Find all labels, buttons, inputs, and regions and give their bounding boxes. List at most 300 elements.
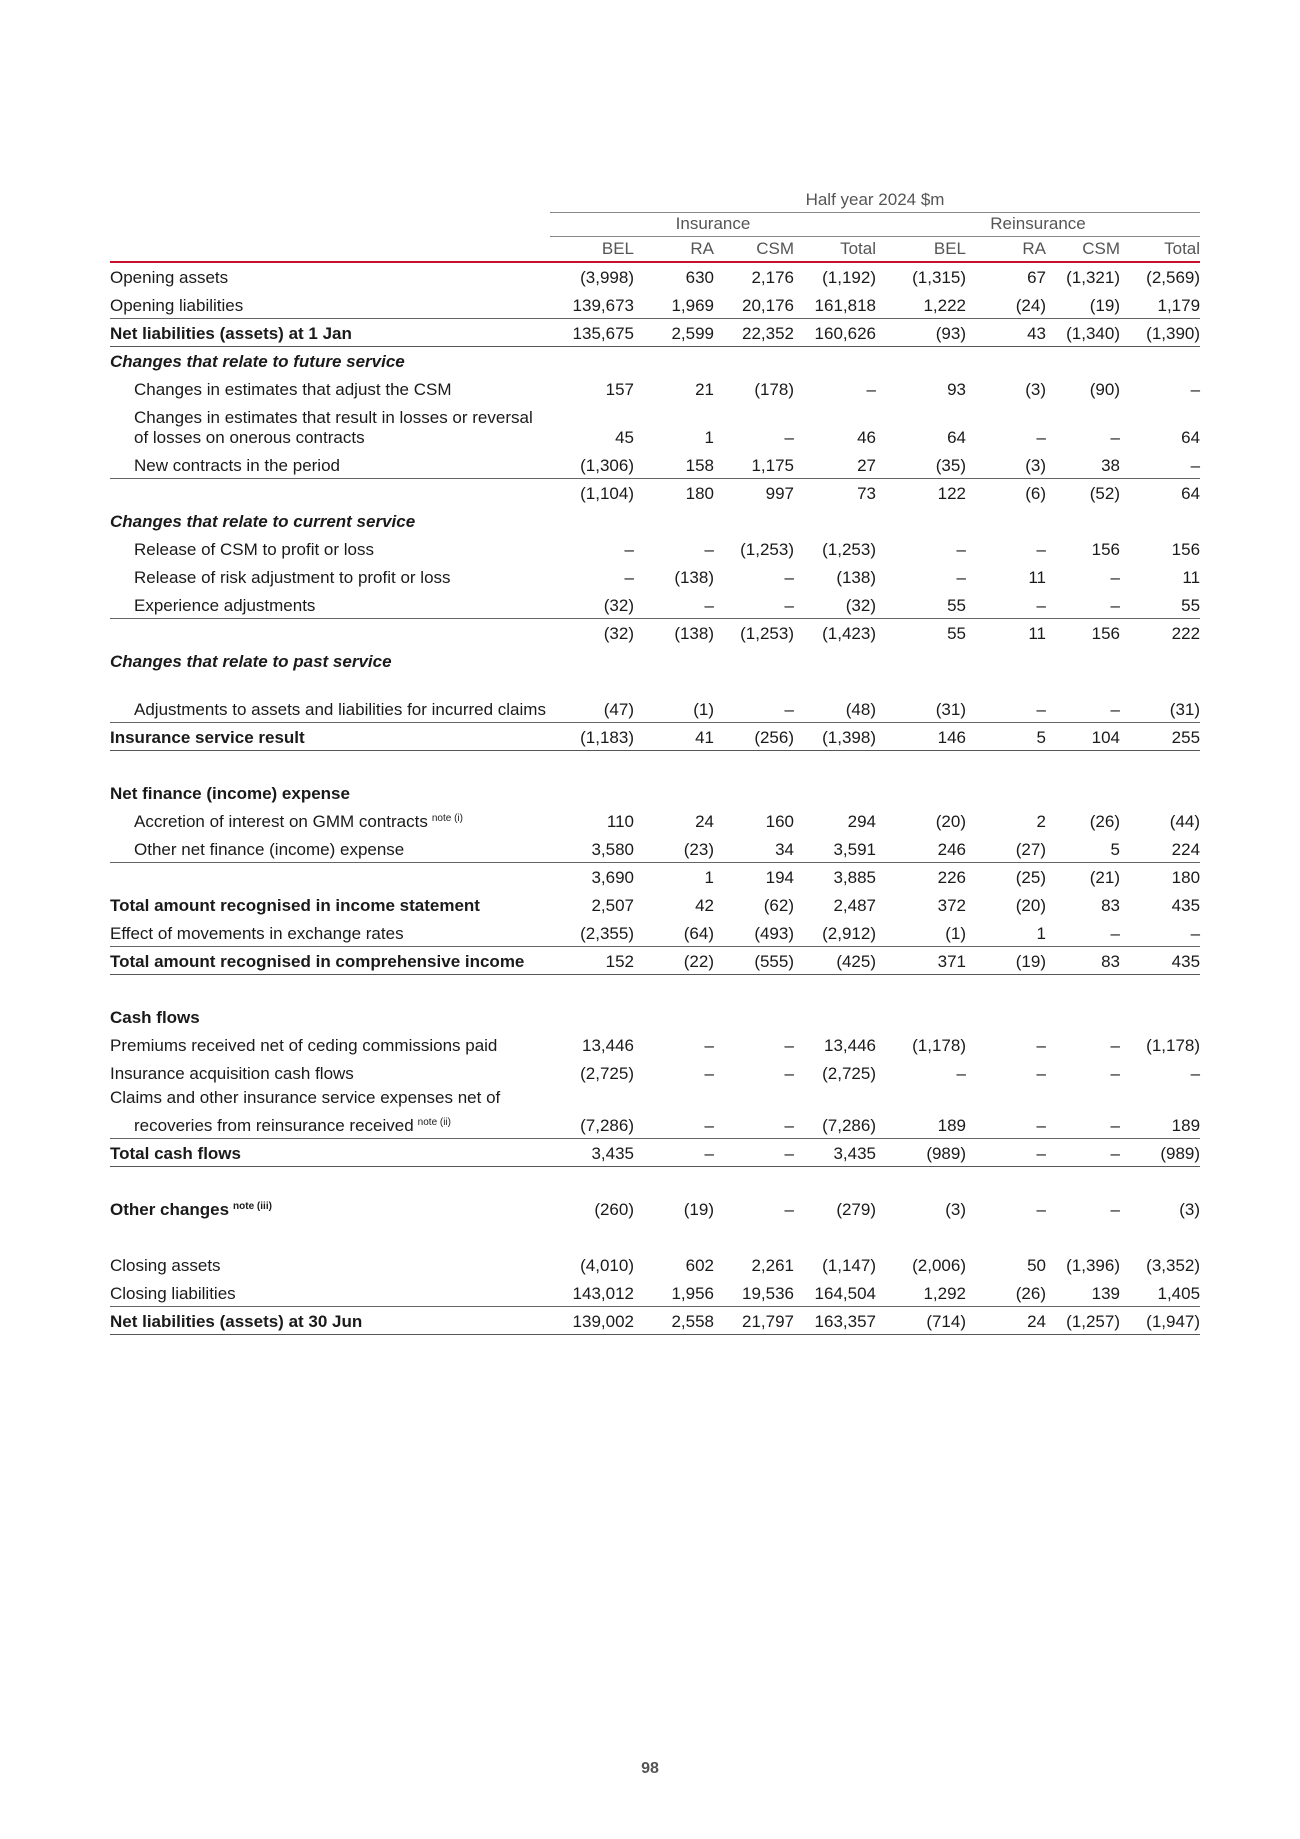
table-row-label xyxy=(110,1086,1200,1110)
table-cell: 24 xyxy=(966,1306,1046,1334)
table-cell: 45 xyxy=(615,428,634,447)
table-cell: 3,435 xyxy=(794,1138,876,1166)
table-cell: (1,321) xyxy=(1066,268,1120,287)
table-cell: 11 xyxy=(1028,568,1046,587)
table-cell: (1,253) xyxy=(822,540,876,559)
table-cell: (138) xyxy=(634,618,714,646)
row-label xyxy=(110,1086,1200,1110)
table-cell: 34 xyxy=(775,839,794,859)
table-cell: (90) xyxy=(1089,380,1120,399)
table-cell: – xyxy=(1110,699,1120,719)
table-cell: (1,178) xyxy=(912,1036,966,1055)
table-cell: 104 xyxy=(1046,722,1120,750)
table-row xyxy=(110,1058,1200,1086)
col-header-total: Total xyxy=(794,236,876,262)
table-cell: 997 xyxy=(714,478,794,506)
table-cell: (2,725) xyxy=(822,1064,876,1083)
table-cell: (178) xyxy=(754,380,794,399)
table-cell: (1,147) xyxy=(822,1256,876,1275)
row-label xyxy=(110,918,550,946)
table-cell: 55 xyxy=(1181,595,1201,615)
table-cell: 157 xyxy=(605,380,634,399)
table-cell: – xyxy=(784,1200,794,1219)
table-cell: 135,675 xyxy=(550,318,634,346)
table-cell: (1,423) xyxy=(794,618,876,646)
row-label xyxy=(110,1250,550,1278)
table-cell: (32) xyxy=(845,595,876,615)
table-row xyxy=(110,534,1200,562)
table-cell: 222 xyxy=(1120,618,1200,646)
col-header-re-bel: BEL xyxy=(876,236,966,262)
table-cell: (1,253) xyxy=(714,618,794,646)
subtotal-row xyxy=(110,862,1200,890)
table-cell: 19,536 xyxy=(742,1283,794,1303)
table-cell: 189 xyxy=(1171,1115,1201,1135)
row-label-text: Premiums received net of ceding commissions paid xyxy=(110,1036,498,1055)
table-cell: 21 xyxy=(695,380,714,399)
col-header-ra: RA xyxy=(634,236,714,262)
table-cell: – xyxy=(704,540,714,559)
table-cell: (19) xyxy=(1089,295,1120,315)
table-cell: 226 xyxy=(876,862,966,890)
row-label xyxy=(110,834,550,862)
row-label-text: Changes in estimates that result in losses or reversal of losses on onerous contracts xyxy=(134,408,533,447)
table-cell: 3,591 xyxy=(833,839,876,859)
table-cell: – xyxy=(956,568,966,587)
table-row xyxy=(110,402,1200,450)
table-cell: – xyxy=(784,1115,794,1135)
table-cell: – xyxy=(1110,595,1120,615)
table-cell: (1,315) xyxy=(912,268,966,287)
row-label-text: Total amount recognised in comprehensive income xyxy=(110,951,525,971)
table-cell: 1 xyxy=(634,862,714,890)
row-label xyxy=(110,346,1200,374)
table-row xyxy=(110,1138,1200,1166)
row-label-text: Insurance acquisition cash flows xyxy=(110,1064,354,1083)
row-label xyxy=(110,1306,550,1334)
table-cell: 2,507 xyxy=(591,896,634,915)
table-cell: 224 xyxy=(1171,839,1201,859)
col-header-re-total: Total xyxy=(1120,236,1200,262)
table-cell: 13,446 xyxy=(824,1036,876,1055)
table-cell: 2,176 xyxy=(751,268,794,287)
table-cell: 156 xyxy=(1091,540,1120,559)
table-row xyxy=(110,318,1200,346)
subtotal-row xyxy=(110,478,1200,506)
table-cell: 73 xyxy=(794,478,876,506)
table-cell: 372 xyxy=(937,896,966,915)
table-cell: (1,192) xyxy=(822,268,876,287)
table-cell: 161,818 xyxy=(814,295,876,315)
insurance-contract-movements-table xyxy=(110,188,1200,1335)
table-cell: 50 xyxy=(1027,1256,1046,1275)
table-cell: – xyxy=(866,380,876,399)
table-cell: 46 xyxy=(857,428,876,447)
footnote-marker: note (ii) xyxy=(417,1116,452,1128)
row-label-text: recoveries from reinsurance received xyxy=(134,1115,414,1135)
table-cell: 2 xyxy=(1036,812,1046,831)
row-label xyxy=(110,618,550,646)
table-row xyxy=(110,722,1200,750)
row-label xyxy=(110,1138,550,1166)
section-heading xyxy=(110,1002,1200,1030)
row-label-text: Changes in estimates that adjust the CSM xyxy=(134,380,452,399)
table-cell: 246 xyxy=(937,839,966,859)
table-cell: (138) xyxy=(836,568,876,587)
table-cell: – xyxy=(784,428,794,447)
row-label xyxy=(110,890,550,918)
table-cell: 1,969 xyxy=(671,295,714,315)
row-label xyxy=(110,590,550,618)
row-label-text: Closing liabilities xyxy=(110,1283,236,1303)
table-cell: (2,006) xyxy=(912,1256,966,1275)
row-label-text: Net liabilities (assets) at 30 Jun xyxy=(110,1311,363,1331)
table-row xyxy=(110,1110,1200,1138)
col-header-csm: CSM xyxy=(714,236,794,262)
table-cell: – xyxy=(1036,595,1046,615)
table-cell: (93) xyxy=(876,318,966,346)
row-label xyxy=(110,450,550,478)
table-cell: (2,355) xyxy=(580,923,634,943)
row-label xyxy=(110,478,550,506)
table-cell: (279) xyxy=(836,1200,876,1219)
table-cell: (20) xyxy=(935,812,966,831)
table-row xyxy=(110,946,1200,974)
table-cell: – xyxy=(966,1138,1046,1166)
table-cell: – xyxy=(634,1138,714,1166)
row-label-text: Insurance service result xyxy=(110,727,305,747)
table-cell: 1,179 xyxy=(1157,295,1201,315)
table-cell: (32) xyxy=(550,618,634,646)
table-cell: 5 xyxy=(966,722,1046,750)
row-label-text: Release of risk adjustment to profit or loss xyxy=(134,568,451,587)
table-cell: – xyxy=(714,1138,794,1166)
table-cell: (26) xyxy=(1015,1283,1046,1303)
row-label-text: Accretion of interest on GMM contracts xyxy=(134,812,428,831)
table-cell: (138) xyxy=(674,568,714,587)
table-cell: (22) xyxy=(634,946,714,974)
table-cell: (4,010) xyxy=(580,1256,634,1275)
table-row xyxy=(110,590,1200,618)
row-label-text: Net finance (income) expense xyxy=(110,784,350,803)
table-cell: (1) xyxy=(693,699,714,719)
table-cell: – xyxy=(1110,1200,1120,1219)
row-label xyxy=(110,534,550,562)
table-cell: 3,885 xyxy=(794,862,876,890)
table-cell: 55 xyxy=(876,618,966,646)
table-cell: (19) xyxy=(966,946,1046,974)
row-label xyxy=(110,646,1200,674)
table-cell: (714) xyxy=(876,1306,966,1334)
table-cell: (1,398) xyxy=(794,722,876,750)
table-cell: (19) xyxy=(683,1200,714,1219)
table-cell: (1,340) xyxy=(1046,318,1120,346)
table-cell: (3) xyxy=(1025,455,1046,475)
table-cell: 20,176 xyxy=(742,295,794,315)
table-cell: (3,352) xyxy=(1146,1256,1201,1275)
section-heading xyxy=(110,346,1200,374)
table-cell: 83 xyxy=(1101,896,1120,915)
row-label xyxy=(110,562,550,590)
table-cell: 139 xyxy=(1091,1283,1120,1303)
row-label-text: Opening assets xyxy=(110,268,229,287)
row-label-text: Opening liabilities xyxy=(110,295,244,315)
table-row xyxy=(110,918,1200,946)
table-cell: 158 xyxy=(685,455,714,475)
table-cell: 156 xyxy=(1171,540,1201,559)
table-row xyxy=(110,450,1200,478)
table-cell: (2,725) xyxy=(580,1064,634,1083)
table-cell: 180 xyxy=(634,478,714,506)
table-cell: 602 xyxy=(685,1256,714,1275)
table-cell: (35) xyxy=(935,455,966,475)
reinsurance-group-header: Reinsurance xyxy=(876,212,1200,236)
table-cell: 64 xyxy=(1120,478,1200,506)
row-label-text: Net liabilities (assets) at 1 Jan xyxy=(110,323,352,343)
row-label xyxy=(110,1058,550,1086)
table-row xyxy=(110,834,1200,862)
row-label-text: Other net finance (income) expense xyxy=(134,839,405,859)
table-cell: 143,012 xyxy=(572,1283,634,1303)
table-cell: (20) xyxy=(1015,896,1046,915)
table-cell: 160,626 xyxy=(794,318,876,346)
table-cell: 64 xyxy=(1181,428,1201,447)
table-cell: 11 xyxy=(1182,568,1201,587)
row-label xyxy=(110,402,550,450)
table-cell: – xyxy=(784,1036,794,1055)
row-label xyxy=(110,318,550,346)
table-cell: 435 xyxy=(1171,896,1201,915)
table-row xyxy=(110,1306,1200,1334)
col-header-bel: BEL xyxy=(550,236,634,262)
table-row xyxy=(110,1030,1200,1058)
table-cell: – xyxy=(704,1064,714,1083)
table-cell: – xyxy=(784,595,794,615)
table-cell: (2,569) xyxy=(1146,268,1201,287)
table-cell: (52) xyxy=(1046,478,1120,506)
table-cell: – xyxy=(1110,428,1120,447)
row-label xyxy=(110,374,550,402)
table-cell: 2,599 xyxy=(634,318,714,346)
row-label-text: Claims and other insurance service expenses net of xyxy=(110,1088,501,1107)
table-cell: 38 xyxy=(1101,455,1120,475)
table-cell: 22,352 xyxy=(714,318,794,346)
table-cell: 110 xyxy=(606,812,634,831)
table-cell: 163,357 xyxy=(794,1306,876,1334)
row-label xyxy=(110,1110,550,1138)
table-cell: 24 xyxy=(695,812,714,831)
table-cell: (1,104) xyxy=(550,478,634,506)
table-cell: 27 xyxy=(857,455,876,475)
row-label-text: New contracts in the period xyxy=(134,455,340,475)
table-cell: (25) xyxy=(966,862,1046,890)
table-cell: 3,690 xyxy=(550,862,634,890)
table-cell: – xyxy=(1110,923,1120,943)
table-cell: 152 xyxy=(550,946,634,974)
table-cell: – xyxy=(956,1064,966,1083)
table-cell: (23) xyxy=(683,839,714,859)
table-cell: (3) xyxy=(1025,380,1046,399)
table-cell: (26) xyxy=(1089,812,1120,831)
col-header-re-csm: CSM xyxy=(1046,236,1120,262)
table-cell: 3,435 xyxy=(550,1138,634,1166)
table-cell: (1,396) xyxy=(1066,1256,1120,1275)
row-label-text: Release of CSM to profit or loss xyxy=(134,540,374,559)
table-cell: – xyxy=(784,568,794,587)
table-cell: – xyxy=(1036,540,1046,559)
table-cell: – xyxy=(1110,568,1120,587)
table-cell: – xyxy=(1036,1115,1046,1135)
table-cell: (989) xyxy=(1120,1138,1200,1166)
table-cell: – xyxy=(1110,1036,1120,1055)
table-cell: (7,286) xyxy=(822,1115,876,1135)
table-cell: (1,257) xyxy=(1046,1306,1120,1334)
table-row xyxy=(110,374,1200,402)
table-cell: – xyxy=(1036,1200,1046,1219)
table-cell: (256) xyxy=(714,722,794,750)
row-label xyxy=(110,674,550,722)
row-label xyxy=(110,722,550,750)
row-label-text: Other changes xyxy=(110,1200,230,1219)
table-cell: 164,504 xyxy=(814,1283,876,1303)
footnote-marker: note (iii) xyxy=(233,1201,272,1212)
table-cell: (3) xyxy=(1179,1200,1201,1219)
table-cell: (1,183) xyxy=(550,722,634,750)
table-cell: 93 xyxy=(947,380,966,399)
table-cell: 371 xyxy=(876,946,966,974)
row-label-text: Total cash flows xyxy=(110,1143,241,1163)
row-label xyxy=(110,1002,1200,1030)
table-cell: 1,175 xyxy=(751,455,794,475)
table-cell: (7,286) xyxy=(580,1115,634,1135)
section-heading xyxy=(110,778,1200,806)
row-label-text: Cash flows xyxy=(110,1008,200,1027)
table-cell: (260) xyxy=(594,1200,634,1219)
table-cell: 160 xyxy=(765,812,794,831)
table-cell: – xyxy=(1110,1115,1120,1135)
table-cell: 43 xyxy=(966,318,1046,346)
table-cell: 156 xyxy=(1046,618,1120,646)
table-cell: (493) xyxy=(754,923,794,943)
row-label xyxy=(110,1030,550,1058)
table-cell: (31) xyxy=(935,699,966,719)
row-label-text: Changes that relate to future service xyxy=(110,352,405,371)
table-cell: 189 xyxy=(937,1115,966,1135)
row-label-text: Adjustments to assets and liabilities for incurred claims xyxy=(134,699,546,719)
table-cell: (64) xyxy=(683,923,714,943)
row-label xyxy=(110,1278,550,1306)
table-cell: – xyxy=(704,1036,714,1055)
insurance-group-header: Insurance xyxy=(550,212,876,236)
table-cell: 255 xyxy=(1120,722,1200,750)
table-row xyxy=(110,1250,1200,1278)
table-cell: – xyxy=(1036,699,1046,719)
table-cell: (1) xyxy=(945,923,966,943)
table-cell: 122 xyxy=(876,478,966,506)
table-cell: – xyxy=(1036,1064,1046,1083)
table-cell: – xyxy=(1036,428,1046,447)
row-label xyxy=(110,778,1200,806)
table-row xyxy=(110,1278,1200,1306)
table-cell: 2,558 xyxy=(634,1306,714,1334)
table-cell: 294 xyxy=(847,812,876,831)
table-cell: 139,002 xyxy=(550,1306,634,1334)
section-heading xyxy=(110,506,1200,534)
row-label-text: Changes that relate to current service xyxy=(110,512,416,531)
row-label-text: Experience adjustments xyxy=(134,595,316,615)
table-cell: (3,998) xyxy=(580,268,634,287)
table-row xyxy=(110,1194,1200,1222)
table-cell: (6) xyxy=(966,478,1046,506)
table-cell: 1,292 xyxy=(923,1283,966,1303)
row-label xyxy=(110,946,550,974)
table-cell: 435 xyxy=(1120,946,1200,974)
table-cell: (21) xyxy=(1046,862,1120,890)
table-cell: 3,580 xyxy=(591,839,634,859)
page-number: 98 xyxy=(641,1760,659,1777)
table-cell: (1,253) xyxy=(740,540,794,559)
table-cell: – xyxy=(1190,380,1201,399)
table-cell: 42 xyxy=(695,896,714,915)
table-cell: 1,222 xyxy=(923,295,966,315)
section-heading xyxy=(110,646,1200,674)
table-cell: 1 xyxy=(704,428,714,447)
table-cell: 1,956 xyxy=(671,1283,714,1303)
table-row xyxy=(110,806,1200,834)
table-cell: (1,306) xyxy=(580,455,634,475)
table-cell: (1,947) xyxy=(1120,1306,1200,1334)
table-cell: 55 xyxy=(947,595,966,615)
table-row xyxy=(110,290,1200,318)
period-header: Half year 2024 $m xyxy=(550,188,1200,212)
table-cell: – xyxy=(1036,1036,1046,1055)
subtotal-row xyxy=(110,618,1200,646)
table-cell: (3) xyxy=(945,1200,966,1219)
row-label xyxy=(110,1194,550,1222)
row-label xyxy=(110,262,550,290)
table-cell: 41 xyxy=(634,722,714,750)
table-cell: 2,261 xyxy=(751,1256,794,1275)
table-cell: 180 xyxy=(1120,862,1200,890)
table-cell: 83 xyxy=(1046,946,1120,974)
table-cell: 139,673 xyxy=(572,295,634,315)
row-label-text: Changes that relate to past service xyxy=(110,652,392,671)
table-cell: – xyxy=(704,1115,714,1135)
table-cell: (48) xyxy=(845,699,876,719)
table-cell: – xyxy=(956,540,966,559)
table-cell: 64 xyxy=(947,428,966,447)
table-cell: (2,912) xyxy=(822,923,876,943)
table-cell: (989) xyxy=(876,1138,966,1166)
table-cell: 1 xyxy=(1036,923,1046,943)
table-cell: 11 xyxy=(966,618,1046,646)
table-row xyxy=(110,262,1200,290)
table-cell: (62) xyxy=(763,896,794,915)
footnote-marker: note (i) xyxy=(431,813,463,824)
table-cell: – xyxy=(704,595,714,615)
table-cell: – xyxy=(1110,1064,1120,1083)
col-header-re-ra: RA xyxy=(966,236,1046,262)
table-cell: 67 xyxy=(1027,268,1046,287)
table-cell: (1,178) xyxy=(1146,1036,1201,1055)
table-cell: – xyxy=(1190,1064,1201,1083)
table-cell: (27) xyxy=(1015,839,1046,859)
table-cell: (32) xyxy=(603,595,634,615)
table-cell: – xyxy=(1046,1138,1120,1166)
table-cell: 2,487 xyxy=(833,896,876,915)
table-cell: 1,405 xyxy=(1157,1283,1201,1303)
table-row xyxy=(110,890,1200,918)
